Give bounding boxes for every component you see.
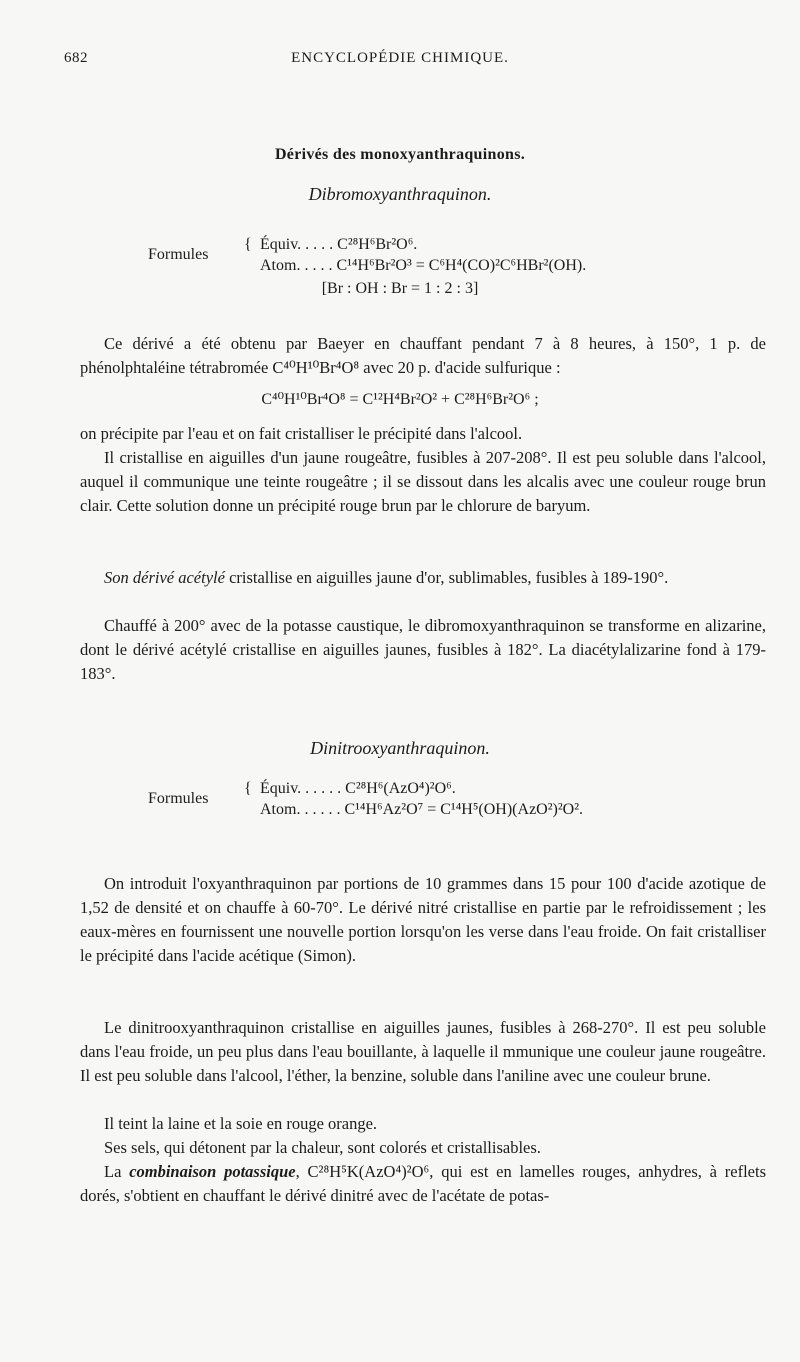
emphasized-term: combinaison potassique: [129, 1162, 296, 1181]
brace-icon: {: [244, 236, 252, 253]
paragraph: [80, 1160, 766, 1208]
page-number: 682: [64, 50, 88, 66]
formulas-label: Formules: [148, 790, 209, 807]
paragraph: On introduit l'oxyanthraquinon par portions de 10 grammes dans 15 pour 100 d'acide azotique de 1,52 de densité et on chauffe à 60-70°. Le dérivé nitré cristallise en partie par le refroidissement ; les eaux-mères en fournissent une nouvelle portion lorsqu'on les verse dans l'eau froide. On fait cristalliser le précipité dans l'acide acétique (Simon).: [80, 874, 766, 965]
paragraph-rest: , C²⁸H⁵K(AzO⁴)²O⁶, qui est en lamelles rouges, anhydres, à reflets dorés, s'obtient en chauffant le dérivé dinitré avec de l'acétate de potas-: [80, 1162, 766, 1205]
paragraph: Ses sels, qui détonent par la chaleur, sont colorés et cristallisables.: [104, 1138, 541, 1157]
paragraph: on précipite par l'eau et on fait cristalliser le précipité dans l'alcool.: [80, 424, 523, 443]
paragraph: Chauffé à 200° avec de la potasse caustique, le dibromoxyanthraquinon se transforme en alizarine, dont le dérivé acétylé cristallise en aiguilles jaunes, fusibles à 182°. La diacétylalizarine fond à 179-183°.: [80, 616, 766, 683]
equation: C⁴⁰H¹⁰Br⁴O⁸ = C¹²H⁴Br²O² + C²⁸H⁶Br²O⁶ ;: [261, 391, 539, 408]
section-title: Dérivés des monoxyanthraquinons.: [274, 146, 526, 163]
formula-lines: [260, 778, 583, 820]
dibromo-formulas: [148, 234, 708, 278]
paragraph: Il cristallise en aiguilles d'un jaune rougeâtre, fusibles à 207-208°. Il est peu soluble dans l'alcool, auquel il communique une teinte rougeâtre ; il se dissout dans les alcalis avec une couleur rouge brun clair. Cette solution donne un précipité rouge brun par le chlorure de baryum.: [80, 448, 766, 515]
running-title: ENCYCLOPÉDIE CHIMIQUE.: [291, 50, 509, 66]
paragraph: Il teint la laine et la soie en rouge orange.: [104, 1114, 378, 1133]
atom-formula: Atom. . . . . . C¹⁴H⁶Az²O⁷ = C¹⁴H⁵(OH)(AzO²)²O².: [260, 801, 583, 818]
paragraph-lead: La: [104, 1162, 130, 1181]
formulas-label: Formules: [148, 246, 209, 263]
dinitro-title: Dinitrooxyanthraquinon.: [310, 738, 490, 758]
formula-lines: [260, 234, 586, 276]
brace-icon: {: [244, 780, 252, 797]
paragraph: [80, 566, 766, 590]
paragraph-rest: cristallise en aiguilles jaune d'or, sublimables, fusibles à 189-190°.: [224, 568, 669, 587]
equiv-formula: Équiv. . . . . C²⁸H⁶Br²O⁶.: [260, 236, 418, 253]
dinitro-formulas: [148, 778, 708, 822]
ratio-formula: [Br : OH : Br = 1 : 2 : 3]: [321, 280, 479, 297]
paragraph: Ce dérivé a été obtenu par Baeyer en chauffant pendant 7 à 8 heures, à 150°, 1 p. de phénolphtaléine tétrabromée C⁴⁰H¹⁰Br⁴O⁸ avec 20 p. d'acide sulfurique :: [80, 334, 766, 377]
atom-formula: Atom. . . . . C¹⁴H⁶Br²O³ = C⁶H⁴(CO)²C⁶HBr²(OH).: [260, 257, 587, 274]
equiv-formula: Équiv. . . . . . C²⁸H⁶(AzO⁴)²O⁶.: [260, 780, 456, 797]
italic-term: Son dérivé acétylé: [104, 568, 225, 587]
dibromo-title: Dibromoxyanthraquinon.: [308, 184, 492, 204]
paragraph: Le dinitrooxyanthraquinon cristallise en aiguilles jaunes, fusibles à 268-270°. Il est peu soluble dans l'eau froide, un peu plus dans l'eau bouillante, à laquelle il mmunique une couleur jaune rougeâtre. Il est peu soluble dans l'alcool, l'éther, la benzine, soluble dans l'aniline avec une couleur brune.: [80, 1018, 766, 1085]
